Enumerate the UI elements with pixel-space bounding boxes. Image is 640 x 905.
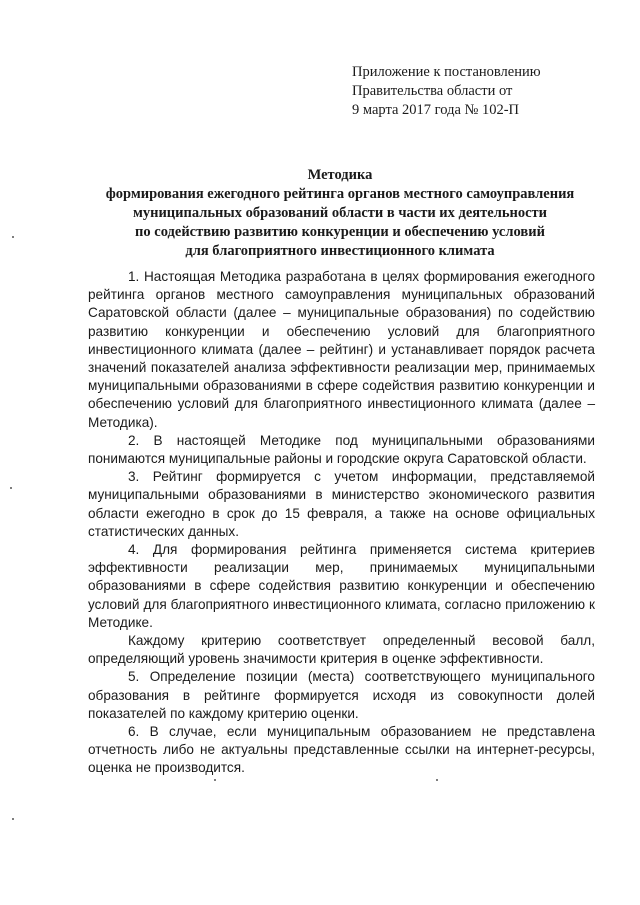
scan-speck [214, 779, 216, 781]
paragraph-5: 5. Определение позиции (места) соответствующего муниципального образования в рейтинге формируется исходя из совокупности долей показателей по каждому критерию оценки. [88, 669, 595, 721]
paragraph-6: 6. В случае, если муниципальным образованием не представлена отчетность либо не актуальны представленные ссылки на интернет-ресурсы, оценка не производится. [88, 724, 595, 776]
paragraph-3: 3. Рейтинг формируется с учетом информации, представляемой муниципальными образованиями в министерство экономического развития области ежегодно в срок до 15 февраля, а также на основе официальных статистических данных. [88, 469, 595, 539]
scan-speck [12, 818, 14, 820]
document-title [70, 166, 610, 261]
scan-speck [436, 779, 438, 781]
title-line-4: по содействию развитию конкуренции и обеспечению условий [135, 224, 545, 240]
document-body [88, 268, 595, 778]
scan-speck [12, 236, 14, 238]
paragraph-4-continued: Каждому критерию соответствует определенный весовой балл, определяющий уровень значимости критерия в оценке эффективности. [88, 633, 595, 667]
title-line-3: муниципальных образований области в части их деятельности [132, 205, 548, 221]
title-line-1: Методика [307, 167, 373, 183]
approval-line-2: Правительства области от [352, 83, 513, 99]
approval-reference [352, 63, 541, 120]
paragraph-4: 4. Для формирования рейтинга применяется система критериев эффективности реализации мер, принимаемых муниципальными образованиями в сфере содействия развитию конкуренции и обеспечению условий для благоприятного инвестиционного климата, согласно приложению к Методике. [88, 542, 595, 630]
scan-speck [10, 487, 12, 489]
title-line-5: для благоприятного инвестиционного климата [185, 243, 495, 259]
paragraph-2: 2. В настоящей Методике под муниципальными образованиями понимаются муниципальные районы и городские округа Саратовской области. [88, 432, 595, 467]
approval-line-3: 9 марта 2017 года № 102-П [352, 102, 520, 118]
paragraph-1: 1. Настоящая Методика разработана в целях формирования ежегодного рейтинга органов местного самоуправления муниципальных образований Саратовской области (далее – муниципальные образования) по содействию развитию конкуренции и обеспечению условий для благоприятного инвестиционного климата (далее – рейтинг) и устанавливает порядок расчета значений показателей анализа эффективности реализации мер, принимаемых муниципальными образованиями в сфере содействия развитию конкуренции и обеспечению условий для благоприятного инвестиционного климата (далее – Методика). [88, 269, 595, 430]
approval-line-1: Приложение к постановлению [352, 64, 541, 80]
title-line-2: формирования ежегодного рейтинга органов местного самоуправления [105, 186, 575, 202]
